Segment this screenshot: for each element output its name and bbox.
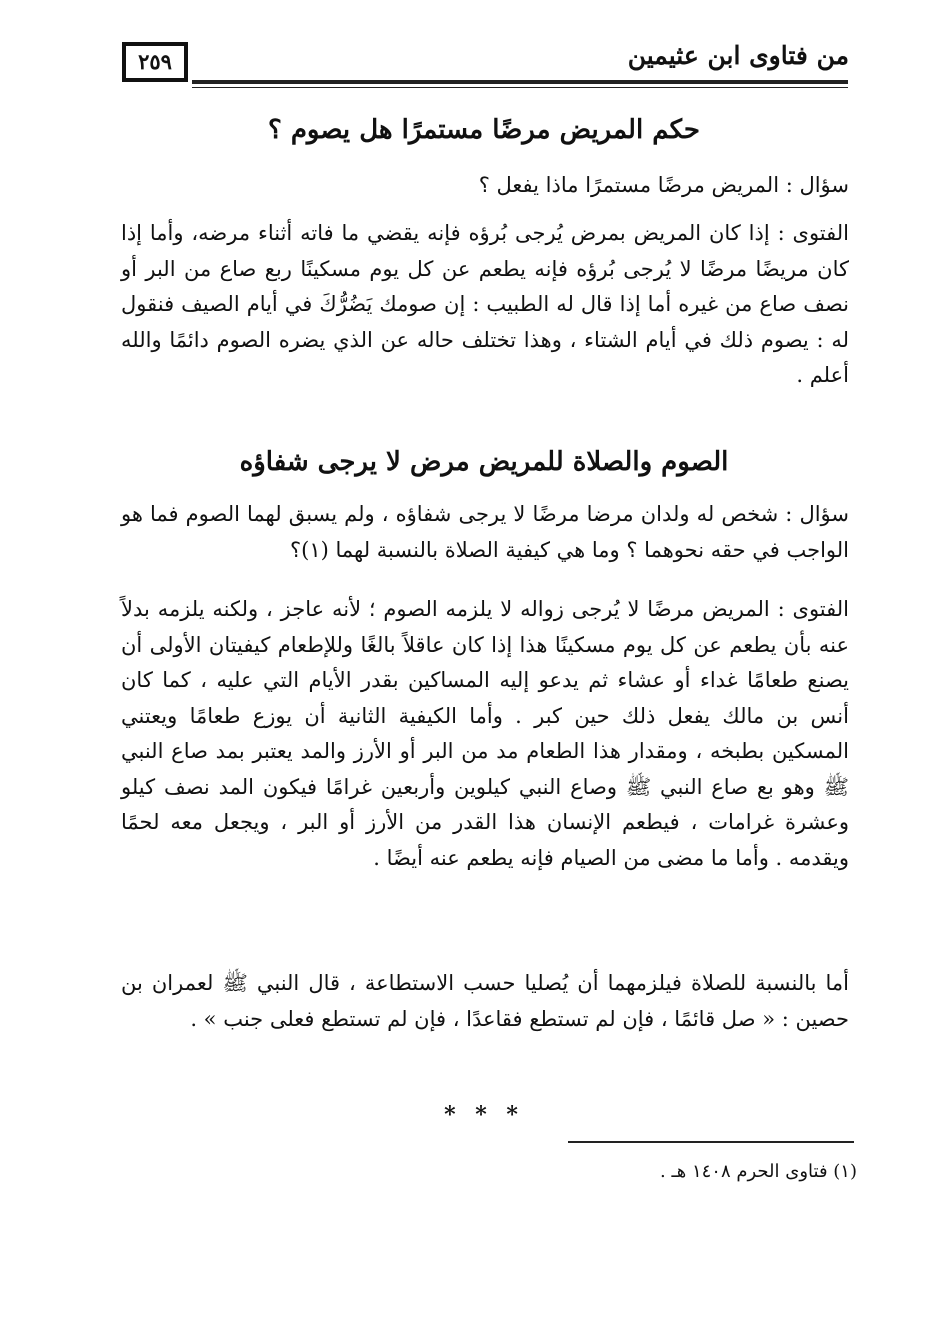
footnote: (١) فتاوى الحرم ١٤٠٨ هـ . [660,1161,857,1182]
question-paragraph-1: سؤال : المريض مرضًا مستمرًا ماذا يفعل ؟ [478,173,849,197]
fatwa-paragraph-1: الفتوى : إذا كان المريض بمرض يُرجى بُرؤه فإنه يقضي ما فاته أثناء مرضه، وأما إذا كان مريضًا مرضًا لا يُرجى بُرؤه فإنه يطعم عن كل يوم مسكينًا ربع صاع من البر أو نصف صاع من غيره أما إذا قال له الطبيب : إن صومك يَضُرُّكَ في أيام الصيف فنقول له : يصوم ذلك في أيام الشتاء ، وهذا تختلف حاله عن الذي يضره الصوم دائمًا والله أعلم . [121,221,849,387]
footnote-rule [568,1141,854,1143]
fatwa-paragraph-2: الفتوى : المريض مرضًا لا يُرجى زواله لا يلزمه الصوم ؛ لأنه عاجز ، ولكنه يلزمه بدلاً عنه بأن يطعم عن كل يوم مسكينًا هذا إذا كان عاقلاً بالغًا وللإطعام كيفيتان الأولى أن يصنع طعامًا غداء أو عشاء ثم يدعو إليه المساكين بقدر الأيام التي عليه ، كما كان أنس بن مالك يفعل ذلك حين كبر . وأما الكيفية الثانية أن يوزع طعامًا ويعتني المسكين بطبخه ، ومقدار هذا الطعام مد من البر أو الأرز والمد يعتبر بمد صاع النبي ﷺ وهو بع صاع النبي ﷺ وصاع النبي كيلوين وأربعين غرامًا فيكون المد نصف كيلو وعشرة غرامات ، فيطعم الإنسان هذا القدر من الأرز أو البر ، ويجعل معه لحمًا ويقدمه . وأما ما مضى من الصيام فإنه يطعم عنه أيضًا . [121,597,849,870]
book-title: من فتاوى ابن عثيمين [627,41,849,70]
prayer-paragraph: أما بالنسبة للصلاة فيلزمهما أن يُصليا حسب الاستطاعة ، قال النبي ﷺ لعمران بن حصين : « صل قائمًا ، فإن لم تستطع فقاعدًا ، فإن لم تستطع فعلى جنب » . [121,971,849,1031]
section-title-1: حكم المريض مرضًا مستمرًا هل يصوم ؟ [267,115,700,145]
page-number: ٢٥٩ [122,42,188,82]
section-separator: * * * [444,1102,524,1128]
header-rule-thick [192,80,848,84]
question-paragraph-2: سؤال : شخص له ولدان مرضا مرضًا لا يرجى شفاؤه ، ولم يسبق لهما الصوم فما هو الواجب في حقه نحوهما ؟ وما هي كيفية الصلاة بالنسبة لهما (١)؟ [121,502,849,562]
section-title-2: الصوم والصلاة للمريض مرض لا يرجى شفاؤه [239,447,729,477]
header-rule-thin [192,87,848,88]
